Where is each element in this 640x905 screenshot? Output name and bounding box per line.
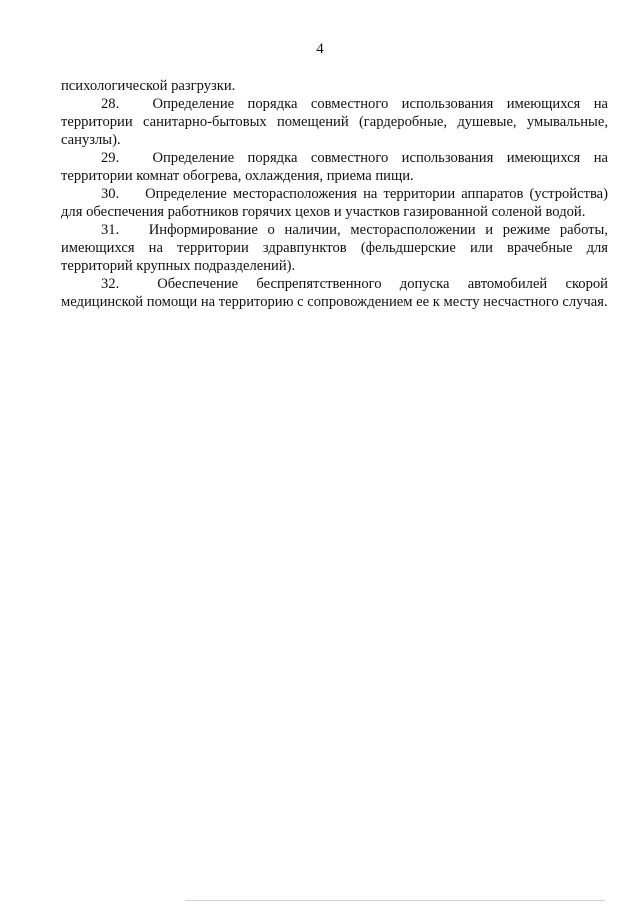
- list-item-29: [61, 149, 608, 185]
- item-number: 31.: [101, 222, 120, 238]
- item-text: Определение порядка совместного использования имеющихся на территории санитарно-бытовых помещений (гардеробные, душевые, умывальные, санузлы).: [61, 96, 608, 148]
- item-number: 29.: [101, 150, 120, 166]
- item-text: Определение порядка совместного использования имеющихся на территории комнат обогрева, охлаждения, приема пищи.: [61, 150, 608, 184]
- item-number: 30.: [101, 186, 120, 202]
- list-item-30: [61, 185, 608, 221]
- item-text: Информирование о наличии, месторасположении и режиме работы, имеющихся на территории здравпунктов (фельдшерские или врачебные для территорий крупных подразделений).: [61, 222, 609, 274]
- page-number: 4: [316, 41, 324, 57]
- item-number: 32.: [101, 276, 120, 292]
- item-number: 28.: [101, 96, 120, 112]
- list-item-28: [61, 95, 608, 149]
- document-body: [61, 77, 608, 311]
- list-item-31: [61, 221, 608, 275]
- item-text: Обеспечение беспрепятственного допуска автомобилей скорой медицинской помощи на территорию с сопровождением ее к месту несчастного случая.: [61, 276, 608, 310]
- item-text: Определение месторасположения на территории аппаратов (устройства) для обеспечения работников горячих цехов и участков газированной соленой водой.: [61, 186, 608, 220]
- scan-edge-line: [185, 900, 605, 901]
- list-item-32: [61, 275, 608, 311]
- continued-paragraph: психологической разгрузки.: [61, 78, 236, 94]
